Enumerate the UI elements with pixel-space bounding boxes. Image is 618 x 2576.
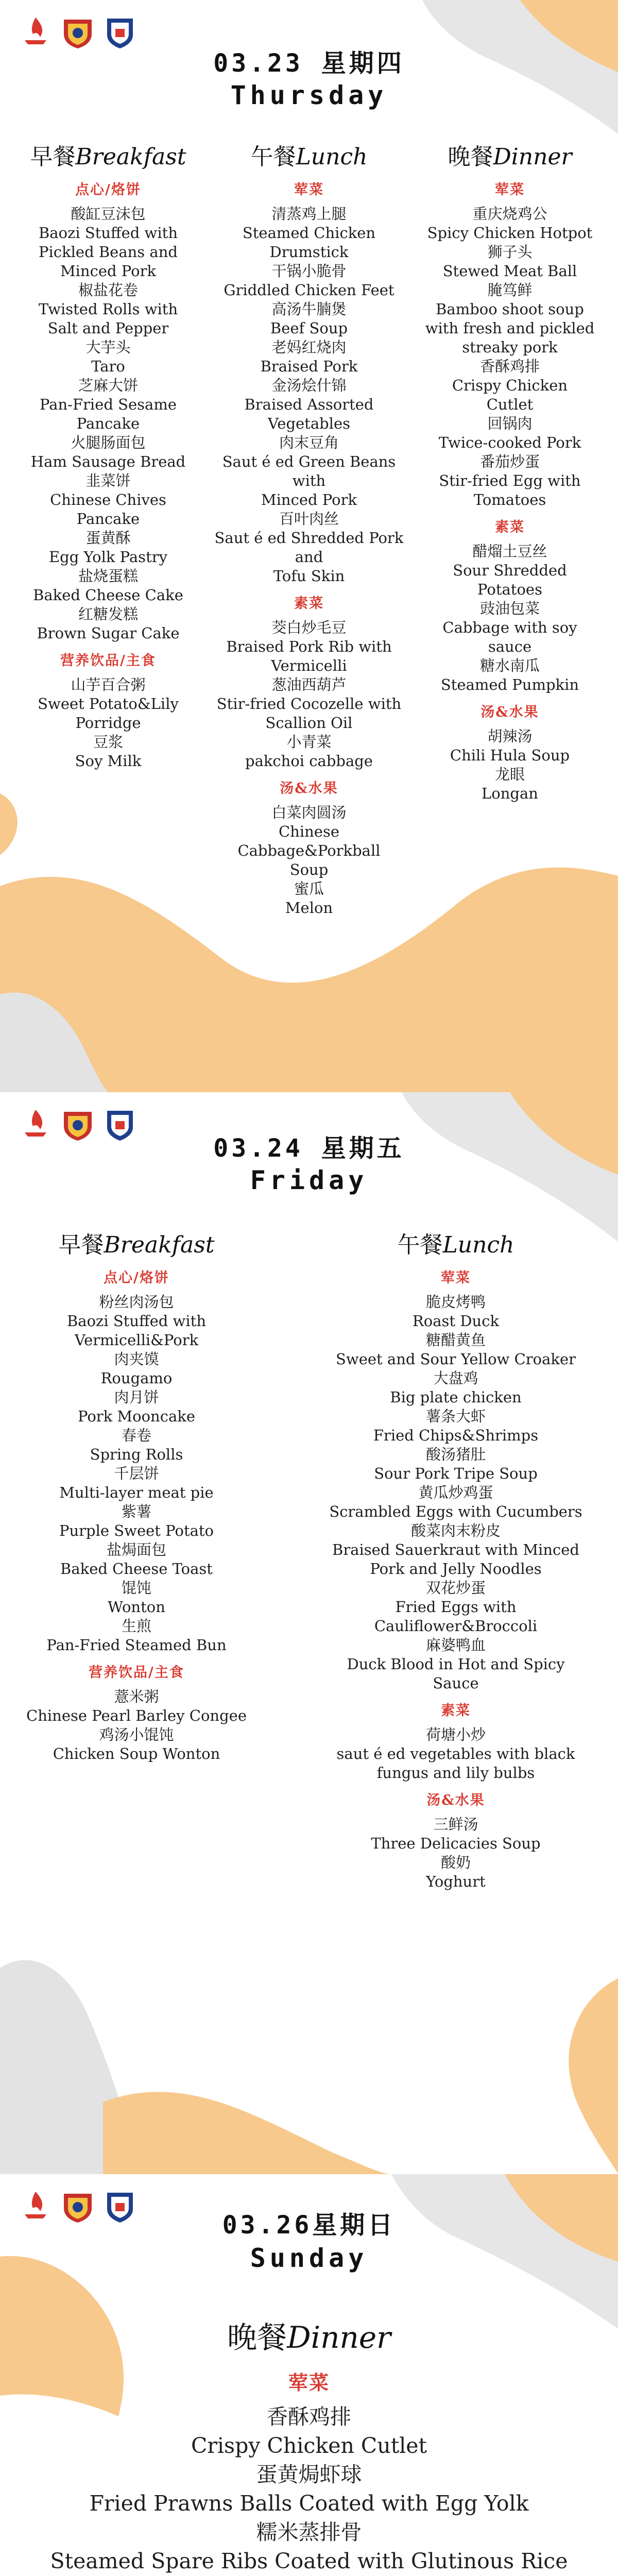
- menu-item: 大芋头: [85, 338, 131, 356]
- section: [206, 178, 412, 586]
- menu-item: Saut é ed Green Beans with: [222, 453, 396, 489]
- menu-item: Twisted Rolls with: [38, 300, 178, 318]
- menu-item: Rougamo: [100, 1369, 173, 1387]
- menu-item: Wonton: [108, 1598, 165, 1616]
- menu-item: Sour Shredded: [453, 562, 567, 579]
- menu-page-sunday: [0, 2174, 618, 2576]
- menu-item: Fried Chips&Shrimps: [373, 1427, 539, 1444]
- weekday-title: Sunday: [250, 2243, 368, 2273]
- menu-item: Baozi Stuffed with: [66, 1312, 206, 1330]
- menu-item: 麻婆鸭血: [425, 1636, 486, 1654]
- menu-item: Chinese: [278, 823, 340, 840]
- menu-item: 肉月饼: [114, 1388, 159, 1406]
- menu-item: 盐焗面包: [106, 1541, 166, 1558]
- menu-item: 红糖发糕: [78, 605, 138, 623]
- menu-item: Pork Mooncake: [77, 1408, 195, 1425]
- menu-item: Soy Milk: [75, 752, 142, 770]
- menu-item: 酸汤猪肚: [425, 1446, 486, 1463]
- menu-item: 大盘鸡: [433, 1369, 478, 1387]
- menu-item: Chicken Soup Wonton: [53, 1745, 220, 1762]
- menu-item: Pan-Fried Steamed Bun: [46, 1636, 227, 1654]
- menu-item: Sweet Potato&Lily: [38, 695, 179, 713]
- section: [412, 178, 608, 510]
- menu-item: Sour Pork Tripe Soup: [374, 1465, 538, 1482]
- menu-item: 薯条大虾: [425, 1408, 486, 1425]
- menu-item: Longan: [482, 785, 538, 802]
- section: [412, 516, 608, 694]
- menu-item: 双花炒蛋: [425, 1579, 486, 1597]
- lunch-column: [206, 138, 412, 918]
- section-title: 荤菜: [294, 182, 324, 198]
- menu-item: 鸡汤小馄饨: [99, 1726, 174, 1743]
- menu-item: Minced Pork: [261, 491, 357, 509]
- menu-item: Three Delicacies Soup: [371, 1835, 541, 1852]
- menu-item: 小青菜: [286, 733, 332, 751]
- menu-item: 龙眼: [494, 766, 525, 783]
- menu-item: 豉油包菜: [479, 600, 540, 617]
- weekday-title: Thursday: [230, 80, 388, 110]
- menu-item: 盐烧蛋糕: [78, 567, 138, 585]
- weekday-title: Friday: [250, 1165, 368, 1195]
- section-title: 素菜: [441, 1703, 471, 1719]
- menu-item: 千层饼: [114, 1465, 159, 1482]
- menu-item: Cabbage&Porkball: [237, 842, 381, 859]
- menu-item: 糖醋黄鱼: [425, 1331, 486, 1349]
- menu-item: 荷塘小炒: [425, 1726, 486, 1743]
- menu-item: Saut é ed Shredded Pork and: [214, 529, 404, 566]
- menu-item: Griddled Chicken Feet: [224, 281, 394, 299]
- menu-item: Steamed Pumpkin: [440, 676, 579, 693]
- dinner-heading: 晚餐Dinner: [448, 144, 572, 170]
- menu-item: 香酥鸡排: [267, 2404, 351, 2429]
- menu-item: 粉丝肉汤包: [99, 1293, 174, 1311]
- menu-item: Vermicelli&Pork: [74, 1331, 199, 1349]
- menu-item: 重庆烧鸡公: [472, 205, 547, 223]
- menu-item: Purple Sweet Potato: [59, 1522, 214, 1539]
- menu-item: 生煎: [121, 1617, 151, 1635]
- section-title: 营养饮品/主食: [60, 653, 156, 669]
- menu-item: Braised Assorted Vegetables: [244, 396, 374, 432]
- menu-item: Crispy Chicken Cutlet: [191, 2433, 427, 2458]
- date-title: 03.23 星期四: [213, 49, 405, 78]
- menu-item: 紫薯: [121, 1503, 151, 1520]
- lunch-heading: 午餐Lunch: [250, 144, 368, 170]
- menu-item: saut é ed vegetables with black: [336, 1745, 575, 1762]
- menu-item: 酸缸豆沫包: [71, 205, 146, 223]
- menu-item: 狮子头: [487, 243, 533, 261]
- menu-item: 葱油西葫芦: [271, 676, 347, 693]
- section-title: 荤菜: [288, 2371, 330, 2394]
- menu-item: Baked Cheese Toast: [60, 1560, 213, 1578]
- menu-item: Yoghurt: [426, 1873, 486, 1890]
- breakfast-column: [15, 1226, 258, 1764]
- menu-item: Melon: [285, 899, 333, 917]
- menu-item: Ham Sausage Bread: [30, 453, 186, 470]
- section: [15, 1661, 258, 1764]
- menu-item: 椒盐花卷: [78, 281, 138, 299]
- menu-item: Cabbage with soy: [442, 619, 577, 636]
- menu-item: Potatoes: [477, 581, 542, 598]
- menu-item: Tomatoes: [473, 491, 546, 509]
- menu-item: Braised Pork: [260, 358, 358, 375]
- menu-item: Big plate chicken: [390, 1388, 522, 1406]
- section-title: 汤&水果: [426, 1792, 485, 1808]
- menu-item: Spicy Chicken Hotpot: [427, 224, 593, 242]
- section: [304, 1699, 608, 1783]
- lunch-column: [304, 1226, 608, 1891]
- menu-item: Chinese Pearl Barley Congee: [26, 1707, 247, 1724]
- breakfast-column: [10, 138, 206, 771]
- menu-item: streaky pork: [462, 338, 558, 356]
- menu-item: Chinese Chives: [50, 491, 166, 509]
- menu-item: Duck Blood in Hot and Spicy: [347, 1655, 565, 1673]
- section-title: 素菜: [495, 519, 525, 535]
- menu-item: 黄瓜炒鸡蛋: [418, 1484, 493, 1501]
- menu-page-friday: [0, 1092, 618, 2174]
- menu-item: 百叶肉丝: [279, 510, 339, 528]
- menu-item: 茭白炒毛豆: [271, 619, 347, 636]
- lunch-heading: 午餐Lunch: [397, 1232, 514, 1258]
- menu-item: Roast Duck: [412, 1312, 500, 1330]
- menu-item: 金汤烩什锦: [271, 377, 347, 394]
- menu-item: Multi-layer meat pie: [59, 1484, 214, 1501]
- menu-item: Tofu Skin: [273, 567, 345, 585]
- section-title: 点心/烙饼: [104, 1270, 169, 1286]
- menu-item: Porridge: [75, 714, 141, 732]
- section: [206, 592, 412, 771]
- section-title: 汤&水果: [480, 704, 539, 720]
- menu-item: 高汤牛腩煲: [271, 300, 347, 318]
- menu-item: Salt and Pepper: [47, 319, 169, 337]
- date-title: 03.26星期日: [222, 2211, 396, 2240]
- menu-item: Pancake: [76, 415, 140, 432]
- section: [10, 649, 206, 771]
- menu-item: 干锅小脆骨: [271, 262, 347, 280]
- breakfast-heading: 早餐Breakfast: [30, 144, 186, 170]
- menu-item: Fried Prawns Balls Coated with Egg Yolk: [89, 2491, 529, 2516]
- menu-item: Braised Sauerkraut with Minced: [332, 1541, 579, 1558]
- menu-item: Fried Eggs with: [395, 1598, 517, 1616]
- menu-item: 脆皮烤鸭: [425, 1293, 486, 1311]
- menu-item: 春卷: [121, 1427, 151, 1444]
- menu-item: 蛋黄焗虾球: [256, 2462, 362, 2487]
- section: [412, 701, 608, 803]
- menu-item: Pork and Jelly Noodles: [370, 1560, 542, 1578]
- menu-item: Stir-fried Cocozelle with: [216, 695, 402, 713]
- section: [10, 178, 206, 643]
- menu-item: 肉末豆角: [279, 434, 339, 451]
- menu-item: Scrambled Eggs with Cucumbers: [329, 1503, 582, 1520]
- section-title: 营养饮品/主食: [89, 1665, 184, 1681]
- menu-item: Baozi Stuffed with: [38, 224, 178, 242]
- menu-item: Spring Rolls: [90, 1446, 183, 1463]
- menu-item: Chili Hula Soup: [450, 747, 570, 764]
- menu-item: sauce: [488, 638, 532, 655]
- menu-item: Twice-cooked Pork: [438, 434, 581, 451]
- menu-item: 白菜肉圆汤: [271, 804, 347, 821]
- dinner-column: [31, 2313, 587, 2576]
- menu-item: 薏米粥: [114, 1688, 159, 1705]
- menu-item: 馄饨: [121, 1579, 151, 1597]
- menu-item: Beef Soup: [270, 319, 348, 337]
- menu-item: Stir-fried Egg with: [439, 472, 581, 489]
- menu-item: Steamed Chicken Drumstick: [242, 224, 376, 261]
- menu-item: Pickled Beans and: [39, 243, 178, 261]
- section: [206, 777, 412, 918]
- section: [31, 2367, 587, 2576]
- dinner-heading: 晚餐Dinner: [227, 2320, 391, 2355]
- menu-item: pakchoi cabbage: [245, 752, 373, 770]
- menu-item: Cauliflower&Broccoli: [374, 1617, 538, 1635]
- section-title: 荤菜: [495, 182, 525, 198]
- menu-item: Steamed Spare Ribs Coated with Glutinous Rice: [50, 2549, 568, 2573]
- date-title: 03.24 星期五: [213, 1134, 405, 1163]
- menu-item: 韭菜饼: [85, 472, 131, 489]
- menu-item: 腌笃鲜: [487, 281, 533, 299]
- section: [15, 1266, 258, 1655]
- menu-item: 胡辣汤: [487, 727, 533, 745]
- menu-item: Bamboo shoot soup: [436, 300, 584, 318]
- menu-item: 番茄炒蛋: [479, 453, 540, 470]
- menu-item: 山芋百合粥: [71, 676, 146, 693]
- menu-item: Braised Pork Rib with: [226, 638, 392, 655]
- section-title: 点心/烙饼: [75, 182, 141, 198]
- menu-item: 蛋黄酥: [85, 529, 131, 547]
- menu-item: Crispy Chicken: [452, 377, 568, 394]
- menu-item: 老妈红烧肉: [271, 338, 347, 356]
- menu-page-thursday: [0, 0, 618, 1092]
- menu-item: 酸菜肉末粉皮: [410, 1522, 501, 1539]
- menu-item: Baked Cheese Cake: [33, 586, 183, 604]
- menu-item: 糯米蒸排骨: [256, 2520, 362, 2545]
- menu-item: Brown Sugar Cake: [37, 624, 180, 642]
- menu-item: Stewed Meat Ball: [442, 262, 577, 280]
- breakfast-heading: 早餐Breakfast: [58, 1232, 215, 1258]
- menu-item: Pancake: [76, 510, 140, 528]
- section-title: 素菜: [294, 596, 324, 612]
- menu-item: Scallion Oil: [265, 714, 353, 732]
- menu-item: 香酥鸡排: [479, 358, 540, 375]
- menu-item: 清蒸鸡上腿: [271, 205, 347, 223]
- menu-item: 蜜瓜: [294, 880, 324, 897]
- menu-item: Sauce: [433, 1674, 479, 1692]
- menu-item: Egg Yolk Pastry: [49, 548, 167, 566]
- section: [304, 1266, 608, 1693]
- menu-item: Soup: [289, 861, 329, 878]
- menu-item: Cutlet: [486, 396, 534, 413]
- section: [304, 1789, 608, 1891]
- menu-item: Taro: [91, 358, 125, 375]
- dinner-column: [412, 138, 608, 803]
- menu-item: 醋熘土豆丝: [472, 543, 547, 560]
- menu-item: Sweet and Sour Yellow Croaker: [336, 1350, 576, 1368]
- menu-item: 肉夹馍: [114, 1350, 159, 1368]
- section-title: 荤菜: [441, 1270, 471, 1286]
- menu-item: with fresh and pickled: [425, 319, 595, 337]
- section-title: 汤&水果: [280, 781, 338, 796]
- menu-item: 豆浆: [93, 733, 123, 751]
- menu-item: 回锅肉: [487, 415, 533, 432]
- menu-item: 糖水南瓜: [479, 657, 540, 674]
- menu-item: Minced Pork: [60, 262, 157, 280]
- menu-item: 火腿肠面包: [71, 434, 146, 451]
- menu-item: 芝麻大饼: [78, 377, 138, 394]
- menu-item: Vermicelli: [271, 657, 347, 674]
- menu-item: 酸奶: [440, 1854, 471, 1871]
- menu-item: fungus and lily bulbs: [376, 1764, 535, 1782]
- menu-item: 三鲜汤: [433, 1816, 478, 1833]
- menu-item: Pan-Fried Sesame: [39, 396, 177, 413]
